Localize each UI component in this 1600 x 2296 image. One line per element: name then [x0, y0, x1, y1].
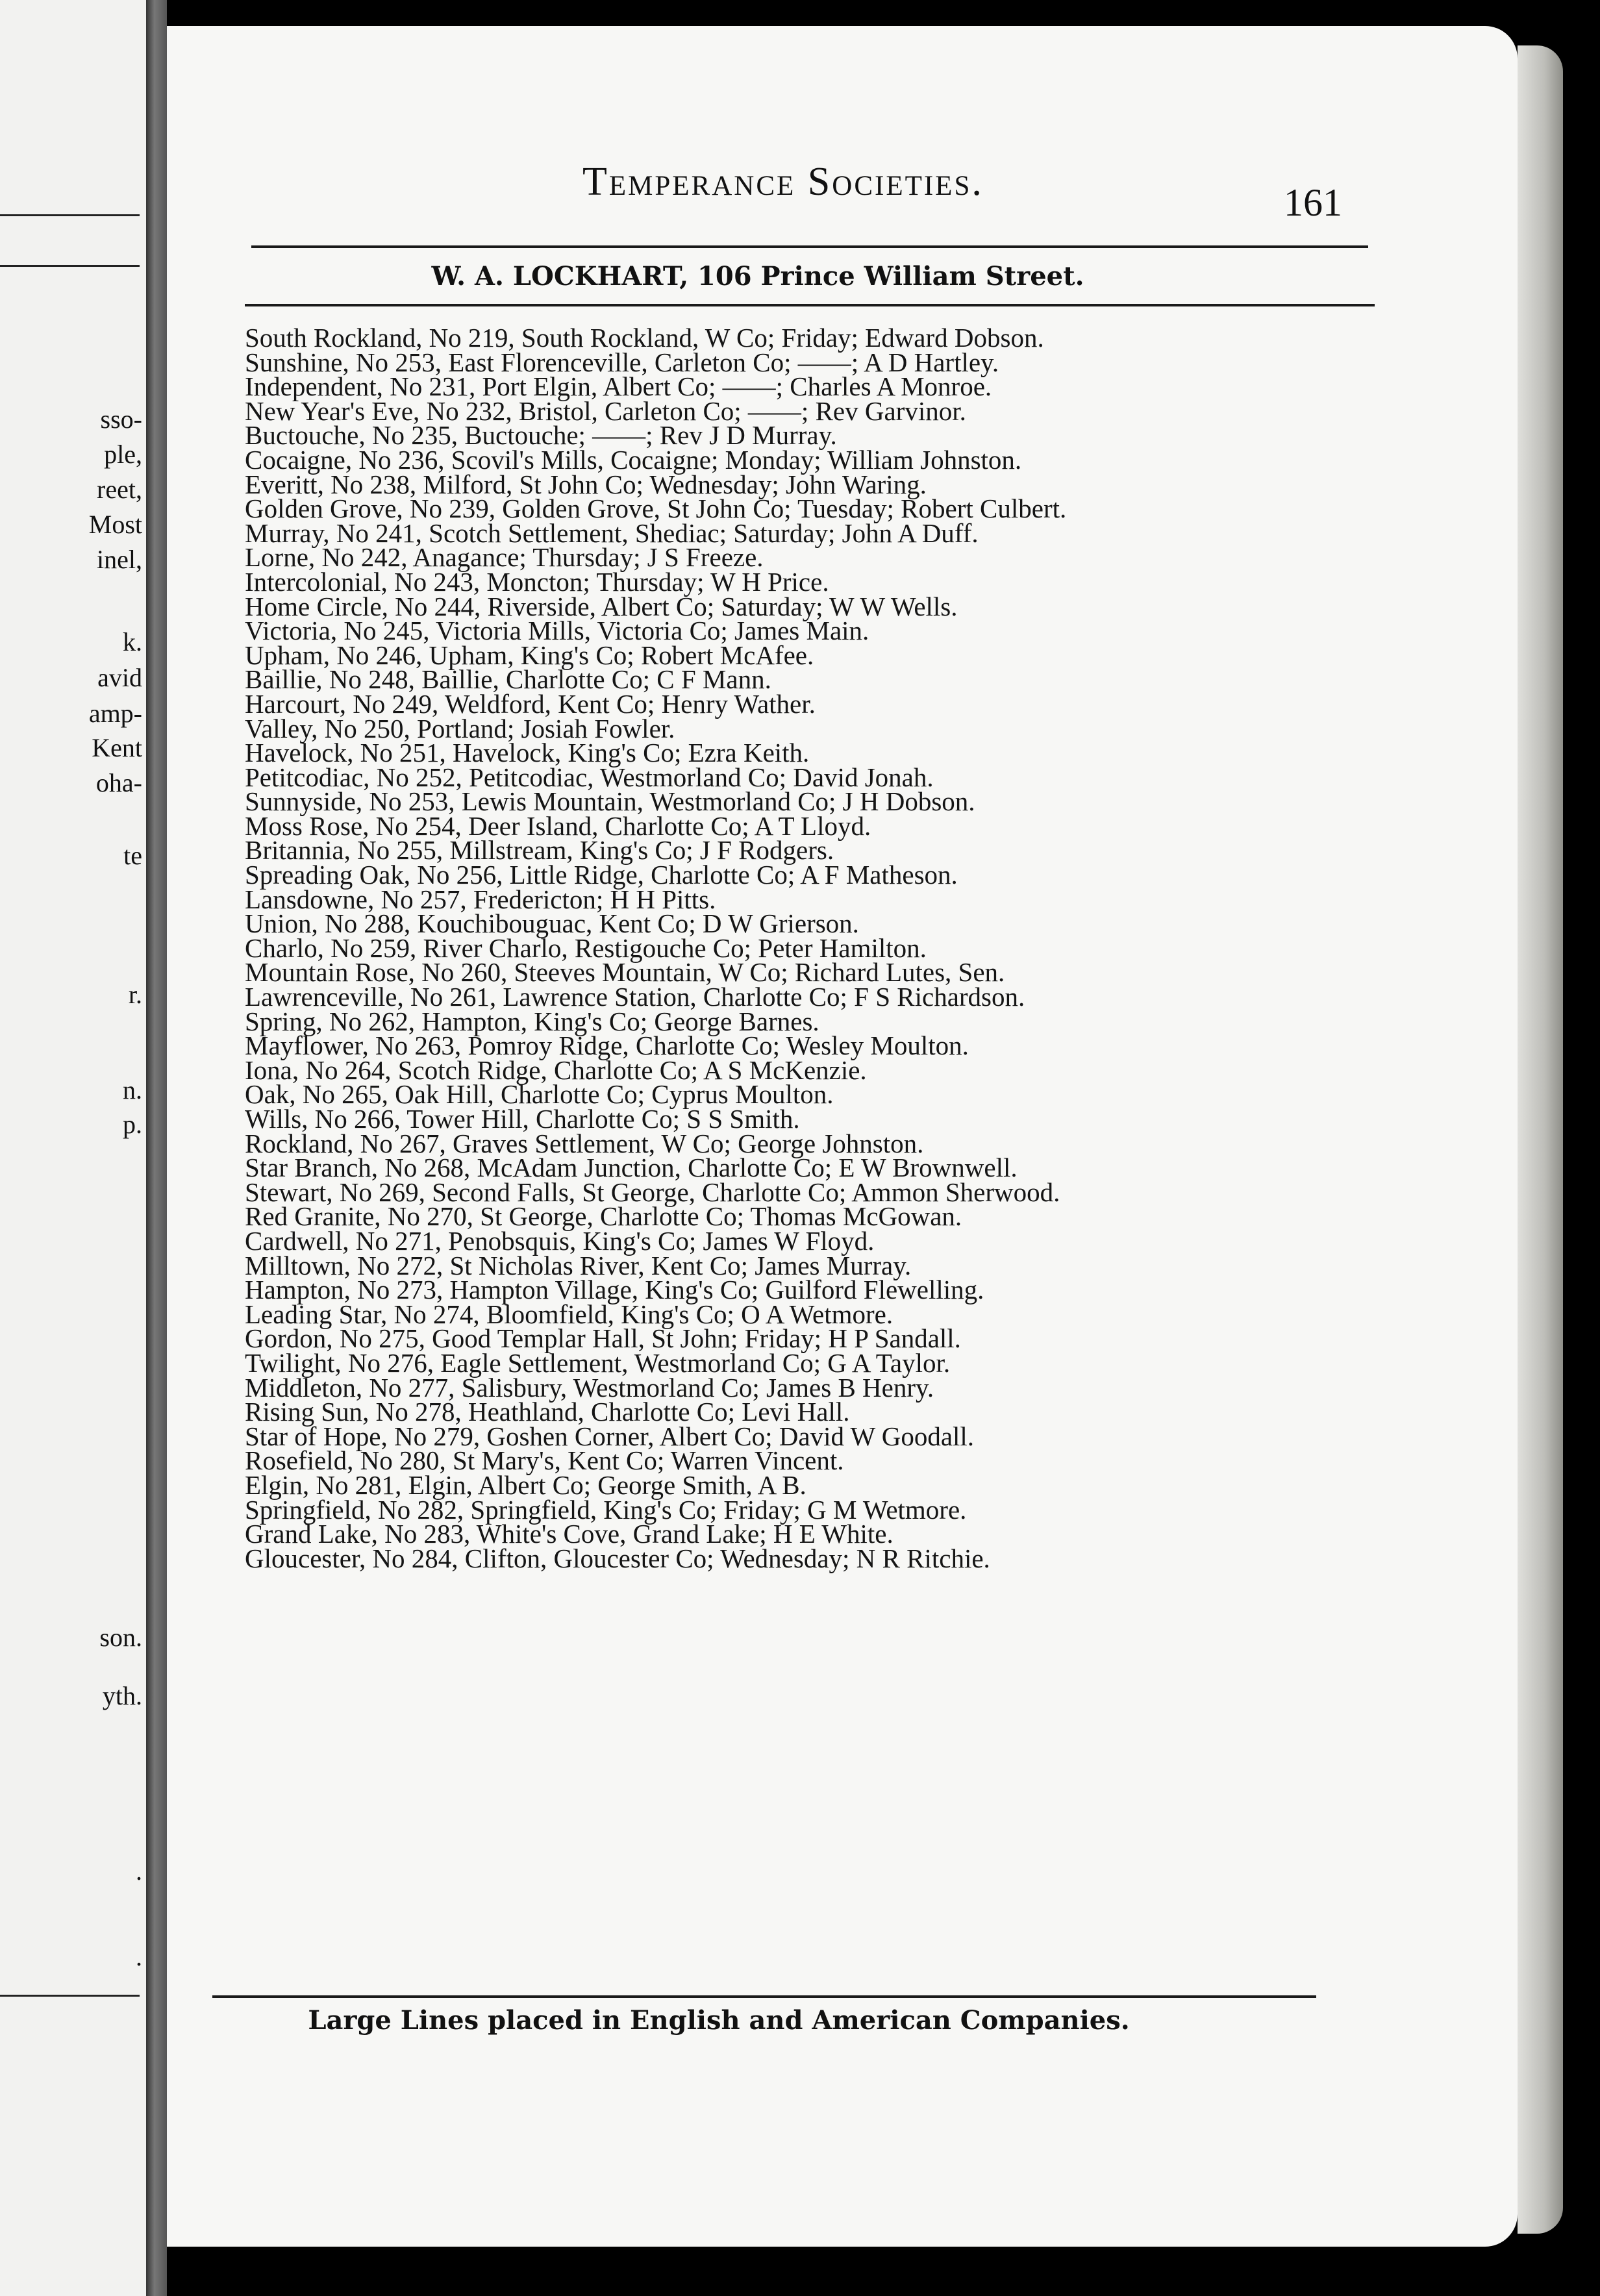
society-entry: Mayflower, No 263, Pomroy Ridge, Charlotte Co; Wesley Moulton.	[245, 1030, 969, 1061]
society-entry: Rosefield, No 280, St Mary's, Kent Co; Warren Vincent.	[245, 1445, 844, 1476]
footer-rule	[212, 1995, 1316, 1998]
society-entry: Lorne, No 242, Anagance; Thursday; J S Freeze.	[245, 542, 764, 573]
previous-page-fragment: n.	[123, 1075, 142, 1104]
society-entry: Grand Lake, No 283, White's Cove, Grand Lake; H E White.	[245, 1519, 894, 1549]
society-entry: Lansdowne, No 257, Fredericton; H H Pitts.	[245, 884, 716, 914]
society-entry: Cardwell, No 271, Penobsquis, King's Co; James W Floyd.	[245, 1225, 875, 1256]
previous-page-fragment: .	[136, 1942, 142, 1971]
previous-page-fragment: inel,	[97, 545, 142, 574]
page-edge	[1518, 45, 1563, 2234]
society-entry: Independent, No 231, Port Elgin, Albert Co; ——; Charles A Monroe.	[245, 371, 992, 402]
previous-page-fragment: te	[123, 841, 142, 870]
society-list	[245, 323, 1388, 1573]
previous-page	[0, 0, 146, 2296]
society-entry: Leading Star, No 274, Bloomfield, King's Co; O A Wetmore.	[245, 1299, 894, 1329]
society-entry: Spreading Oak, No 256, Little Ridge, Charlotte Co; A F Matheson.	[245, 860, 958, 890]
society-entry: Sunnyside, No 253, Lewis Mountain, Westmorland Co; J H Dobson.	[245, 786, 975, 817]
previous-page-fragment: avid	[97, 663, 142, 692]
society-entry: Lawrenceville, No 261, Lawrence Station, Charlotte Co; F S Richardson.	[245, 982, 1025, 1012]
previous-page-fragment: Most	[88, 510, 142, 539]
society-entry: Rising Sun, No 278, Heathland, Charlotte Co; Levi Hall.	[245, 1397, 850, 1427]
society-entry: Star of Hope, No 279, Goshen Corner, Albert Co; David W Goodall.	[245, 1421, 975, 1451]
society-entry: Oak, No 265, Oak Hill, Charlotte Co; Cyprus Moulton.	[245, 1079, 834, 1110]
society-entry: Red Granite, No 270, St George, Charlotte Co; Thomas McGowan.	[245, 1201, 962, 1232]
society-entry: Mountain Rose, No 260, Steeves Mountain, W Co; Richard Lutes, Sen.	[245, 957, 1005, 988]
previous-page-fragment: Kent	[92, 733, 142, 762]
society-entry: Havelock, No 251, Havelock, King's Co; Ezra Keith.	[245, 738, 810, 768]
society-entry: Harcourt, No 249, Weldford, Kent Co; Henry Wather.	[245, 688, 816, 719]
society-entry: Upham, No 246, Upham, King's Co; Robert McAfee.	[245, 640, 814, 670]
society-entry: Britannia, No 255, Millstream, King's Co; J F Rodgers.	[245, 835, 834, 866]
society-entry: Twilight, No 276, Eagle Settlement, Westmorland Co; G A Taylor.	[245, 1347, 951, 1378]
society-entry: Everitt, No 238, Milford, St John Co; Wednesday; John Waring.	[245, 469, 927, 499]
previous-page-rule	[0, 214, 140, 216]
society-entry: Star Branch, No 268, McAdam Junction, Charlotte Co; E W Brownwell.	[245, 1153, 1018, 1183]
previous-page-rule	[0, 1995, 140, 1997]
society-entry: Intercolonial, No 243, Moncton; Thursday; W H Price.	[245, 566, 829, 597]
society-entry: Sunshine, No 253, East Florenceville, Carleton Co; ——; A D Hartley.	[245, 347, 999, 377]
society-entry: Union, No 288, Kouchibouguac, Kent Co; D W Grierson.	[245, 908, 859, 939]
previous-page-fragment: p.	[123, 1110, 142, 1139]
society-entry: Rockland, No 267, Graves Settlement, W Co; George Johnston.	[245, 1128, 924, 1158]
society-entry: Gloucester, No 284, Clifton, Gloucester Co; Wednesday; N R Ritchie.	[245, 1543, 990, 1573]
society-entry: Iona, No 264, Scotch Ridge, Charlotte Co; A S McKenzie.	[245, 1054, 867, 1085]
society-entry: Milltown, No 272, St Nicholas River, Kent Co; James Murray.	[245, 1250, 912, 1280]
previous-page-fragment: reet,	[97, 475, 142, 504]
previous-page-rule	[0, 265, 140, 267]
society-entry: Gordon, No 275, Good Templar Hall, St John; Friday; H P Sandall.	[245, 1323, 961, 1354]
previous-page-fragment: yth.	[102, 1681, 142, 1710]
society-entry: New Year's Eve, No 232, Bristol, Carleton Co; ——; Rev Garvinor.	[245, 395, 966, 426]
previous-page-fragment: ple,	[104, 440, 142, 469]
top-advert: W. A. LOCKHART, 106 Prince William Street.	[431, 261, 1084, 292]
book-gutter	[146, 0, 167, 2296]
society-entry: Stewart, No 269, Second Falls, St George, Charlotte Co; Ammon Sherwood.	[245, 1177, 1060, 1207]
previous-page-fragment: .	[136, 1856, 142, 1886]
society-entry: Springfield, No 282, Springfield, King's Co; Friday; G M Wetmore.	[245, 1494, 967, 1525]
society-entry: Valley, No 250, Portland; Josiah Fowler.	[245, 713, 675, 743]
book-page	[167, 26, 1518, 2247]
previous-page-fragment: oha-	[95, 768, 142, 797]
society-entry: Murray, No 241, Scotch Settlement, Shediac; Saturday; John A Duff.	[245, 518, 979, 548]
previous-page-fragment: amp-	[88, 699, 142, 728]
society-entry: Cocaigne, No 236, Scovil's Mills, Cocaigne; Monday; William Johnston.	[245, 444, 1022, 475]
previous-page-fragment: k.	[123, 627, 142, 656]
previous-page-fragment: sso-	[100, 405, 142, 434]
society-entry: Victoria, No 245, Victoria Mills, Victoria Co; James Main.	[245, 616, 869, 646]
society-entry: Middleton, No 277, Salisbury, Westmorland Co; James B Henry.	[245, 1372, 934, 1403]
society-entry: Home Circle, No 244, Riverside, Albert Co; Saturday; W W Wells.	[245, 591, 958, 621]
page-number: 161	[1284, 181, 1342, 224]
society-entry: South Rockland, No 219, South Rockland, W Co; Friday; Edward Dobson.	[245, 323, 1044, 353]
society-entry: Petitcodiac, No 252, Petitcodiac, Westmorland Co; David Jonah.	[245, 762, 934, 792]
society-entry: Buctouche, No 235, Buctouche; ——; Rev J D Murray.	[245, 420, 837, 451]
society-entry: Charlo, No 259, River Charlo, Restigouche Co; Peter Hamilton.	[245, 932, 927, 963]
society-entry: Baillie, No 248, Baillie, Charlotte Co; C F Mann.	[245, 664, 771, 695]
society-entry: Hampton, No 273, Hampton Village, King's Co; Guilford Flewelling.	[245, 1275, 984, 1305]
society-entry: Wills, No 266, Tower Hill, Charlotte Co; S S Smith.	[245, 1104, 800, 1134]
header-rule	[251, 245, 1368, 248]
bottom-advert: Large Lines placed in English and American Companies.	[308, 2005, 1130, 2036]
society-entry: Golden Grove, No 239, Golden Grove, St John Co; Tuesday; Robert Culbert.	[245, 493, 1067, 524]
society-entry: Spring, No 262, Hampton, King's Co; George Barnes.	[245, 1006, 819, 1036]
running-head: Temperance Societies.	[582, 160, 984, 204]
society-entry: Moss Rose, No 254, Deer Island, Charlotte Co; A T Lloyd.	[245, 810, 871, 841]
previous-page-fragment: r.	[128, 980, 142, 1009]
advert-rule	[245, 304, 1375, 306]
previous-page-fragment: son.	[99, 1623, 142, 1652]
society-entry: Elgin, No 281, Elgin, Albert Co; George Smith, A B.	[245, 1469, 806, 1500]
